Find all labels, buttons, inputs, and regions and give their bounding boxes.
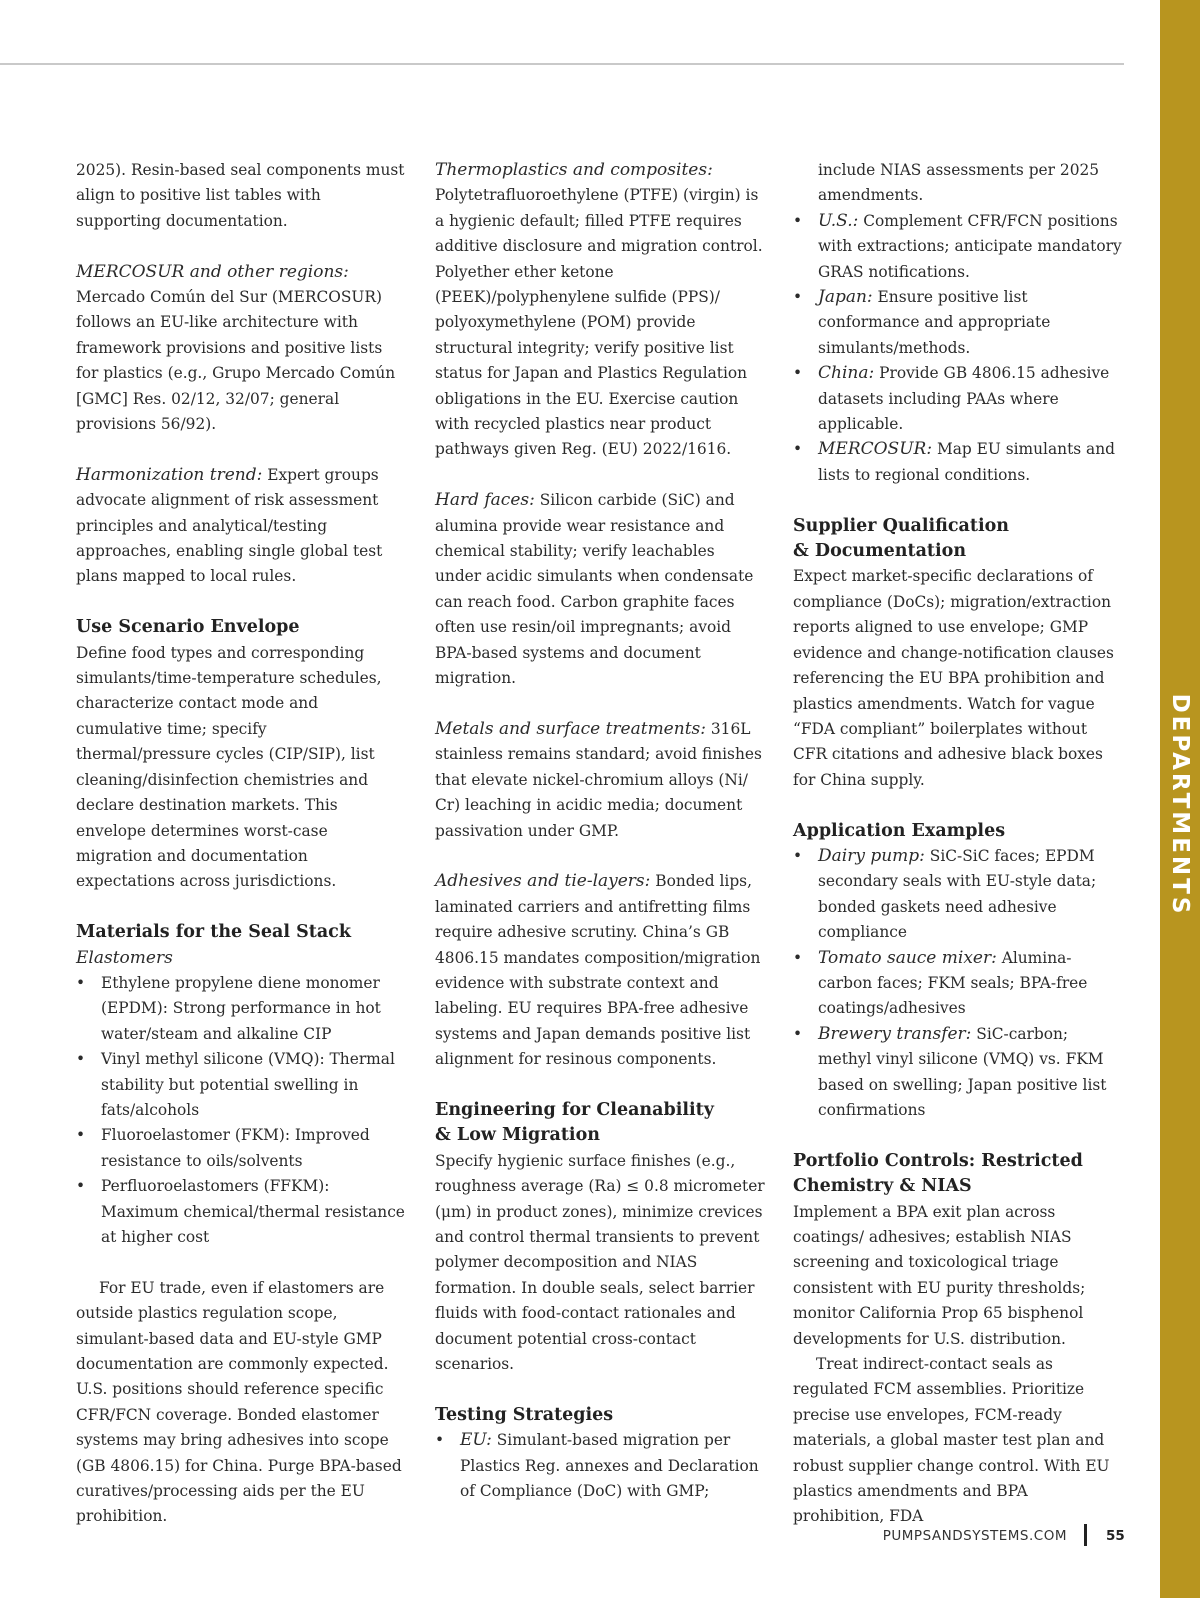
footer-site: PUMPSANDSYSTEMS.COM (882, 1528, 1067, 1544)
heading-engineering (435, 1098, 765, 1149)
list-item (793, 285, 1123, 361)
list-item (793, 361, 1123, 437)
lead-thermoplastics: Thermoplastics and composites: (435, 160, 713, 180)
applications-list (793, 844, 1123, 1123)
testing-continuation: include NIAS assessments per 2025 amendments. (818, 161, 1100, 205)
list-item: • Perfluoroelastomers (FFKM): Maximum chemical/thermal resistance at higher cost (76, 1174, 406, 1250)
section-tab-label: DEPARTMENTS (1167, 693, 1193, 917)
heading-use-scenario: Use Scenario Envelope (76, 617, 300, 638)
heading-supplier-line2: & Documentation (793, 541, 967, 562)
lead-mercosur: MERCOSUR and other regions: (76, 261, 349, 282)
lead-us: U.S.: (818, 210, 859, 231)
section-tab (1160, 0, 1200, 1598)
list-item: • Vinyl methyl silicone (VMQ): Thermal stability but potential swelling in fats/alcohols (76, 1047, 406, 1123)
paragraph-portfolio: Implement a BPA exit plan across coatings/ adhesives; establish NIAS screening and toxicological triage consistent with EU purity thresholds; monitor California Prop 65 bisphenol developments for U.S. distribution. (793, 1202, 1086, 1348)
heading-engineering-line2: & Low Migration (435, 1125, 600, 1146)
paragraph-resin-alignment: 2025). Resin-based seal components must align to positive list tables with supporting documentation. (76, 161, 405, 230)
text-tomato: Alumina-carbon faces; FKM seals; BPA-free coatings/adhesives (818, 948, 1088, 1018)
text-adhesives: Bonded lips, laminated carriers and antifretting films require adhesive scrutiny. China’s GB 4806.15 mandates composition/migration evidence with substrate context and labeling. EU requires BPA-free adhesive systems and Japan demands positive list alignment for resinous components. (435, 872, 761, 1069)
text-eu: Simulant-based migration per Plastics Reg. annexes and Declaration of Compliance (DoC) with GMP; (460, 1431, 759, 1501)
list-item (793, 1022, 1123, 1124)
text-us: Complement CFR/FCN positions with extractions; anticipate mandatory GRAS notifications. (818, 211, 1122, 281)
text-metals: 316L stainless remains standard; avoid finishes that elevate nickel-chromium alloys (Ni/ Cr) leaching in acidic media; document passivation under GMP. (435, 719, 762, 840)
paragraph-mercosur (76, 260, 406, 438)
heading-engineering-line1: Engineering for Cleanability (435, 1099, 714, 1120)
heading-portfolio-line2: Chemistry & NIAS (793, 1176, 972, 1197)
text-brewery: SiC-carbon; methyl vinyl silicone (VMQ) vs. FKM based on swelling; Japan positive list confirmations (818, 1024, 1107, 1119)
lead-mercosur-testing: MERCOSUR: (818, 439, 933, 460)
paragraph-adhesives (435, 869, 765, 1072)
list-item (793, 844, 1123, 946)
subheading-elastomers: Elastomers (76, 947, 173, 968)
paragraph-eu-trade: For EU trade, even if elastomers are outside plastics regulation scope, simulant-based data and EU-style GMP documentation are commonly expected. U.S. positions should reference specific CFR/FCN coverage. Bonded elastomer systems may bring adhesives into scope (GB 4806.15) for China. Purge BPA-based curatives/processing aids per the EU prohibition. (76, 1278, 402, 1526)
list-item (793, 946, 1123, 1022)
column-1 (76, 158, 406, 1530)
lead-harmonization: Harmonization trend: (76, 464, 263, 485)
heading-testing: Testing Strategies (435, 1404, 614, 1425)
text-mercosur: Mercado Común del Sur (MERCOSUR) follows an EU-like architecture with framework provisions and positive lists for plastics (e.g., Grupo Mercado Común [GMC] Res. 02/12, 32/07; general provisions 56/92). (76, 288, 396, 434)
list-item (793, 209, 1123, 285)
lead-hard-faces: Hard faces: (435, 490, 535, 511)
lead-tomato: Tomato sauce mixer: (818, 947, 997, 968)
text-japan: Ensure positive list conformance and appropriate simulants/methods. (818, 288, 1051, 357)
heading-materials: Materials for the Seal Stack (76, 922, 351, 943)
lead-china: China: (818, 363, 875, 384)
column-2 (435, 158, 765, 1504)
heading-portfolio-line1: Portfolio Controls: Restricted (793, 1150, 1083, 1171)
list-item: • Fluoroelastomer (FKM): Improved resistance to oils/solvents (76, 1123, 406, 1174)
text-mercosur-testing: Map EU simulants and lists to regional conditions. (818, 440, 1115, 484)
lead-metals: Metals and surface treatments: (435, 718, 706, 739)
paragraph-metals (435, 717, 765, 844)
elastomer-list (76, 971, 406, 1250)
page-number: 55 (1106, 1528, 1125, 1544)
text-dairy: SiC-SiC faces; EPDM secondary seals with EU-style data; bonded gaskets need adhesive compliance (818, 846, 1097, 942)
testing-list-continued (793, 209, 1123, 488)
paragraph-closing: Treat indirect-contact seals as regulated FCM assemblies. Prioritize precise use envelopes, FCM-ready materials, a global master test plan and robust supplier change control. With EU plastics amendments and BPA prohibition, FDA (793, 1355, 1110, 1526)
list-item (793, 437, 1123, 488)
list-item (435, 1428, 765, 1504)
footer-divider (1084, 1524, 1087, 1546)
paragraph-supplier: Expect market-specific declarations of compliance (DoCs); migration/extraction reports aligned to use envelope; GMP evidence and change-notification clauses referencing the EU BPA prohibition and plastics amendments. Watch for vague “FDA compliant” boilerplates without CFR citations and adhesive black boxes for China supply. (793, 567, 1114, 789)
lead-dairy: Dairy pump: (818, 845, 925, 866)
lead-japan: Japan: (818, 287, 873, 308)
heading-portfolio (793, 1149, 1123, 1200)
lead-brewery: Brewery transfer: (818, 1023, 972, 1044)
list-item: • Ethylene propylene diene monomer (EPDM): Strong performance in hot water/steam and alkaline CIP (76, 971, 406, 1047)
text-china: Provide GB 4806.15 adhesive datasets including PAAs where applicable. (818, 364, 1110, 434)
header-rule (0, 63, 1124, 65)
paragraph-engineering: Specify hygienic surface finishes (e.g., roughness average (Ra) ≤ 0.8 micrometer (μm) in product zones), minimize crevices and control thermal transients to prevent polymer decomposition and NIAS formation. In double seals, select barrier fluids with food-contact rationales and document potential cross-contact scenarios. (435, 1151, 765, 1374)
column-3 (793, 158, 1123, 1530)
heading-supplier (793, 514, 1123, 565)
lead-adhesives: Adhesives and tie-layers: (435, 871, 651, 892)
heading-supplier-line1: Supplier Qualification (793, 515, 1010, 536)
lead-eu: EU: (460, 1430, 492, 1451)
paragraph-harmonization (76, 463, 406, 590)
paragraph-thermoplastics: Polytetrafluoroethylene (PTFE) (virgin) is a hygienic default; filled PTFE requires additive disclosure and migration control. Polyether ether ketone (PEEK)/polyphenylene sulfide (PPS)/ polyoxymethylene (POM) provide structural integrity; verify positive list status for Japan and Plastics Regulation obligations in the EU. Exercise caution with recycled plastics near product pathways given Reg. (EU) 2022/1616. (435, 186, 763, 459)
paragraph-hard-faces (435, 488, 765, 691)
heading-applications: Application Examples (793, 820, 1006, 841)
text-hard-faces: Silicon carbide (SiC) and alumina provide wear resistance and chemical stability; verify leachables under acidic simulants when condensate can reach food. Carbon graphite faces often use resin/oil impregnants; avoid BPA-based systems and document migration. (435, 491, 754, 688)
text-harmonization: Expert groups advocate alignment of risk assessment principles and analytical/testing approaches, enabling single global test plans mapped to local rules. (76, 465, 383, 586)
testing-list (435, 1428, 765, 1504)
paragraph-use-scenario: Define food types and corresponding simulants/time-temperature schedules, characterize contact mode and cumulative time; specify thermal/pressure cycles (CIP/SIP), list cleaning/disinfection chemistries and declare destination markets. This envelope determines worst-case migration and documentation expectations across jurisdictions. (76, 643, 382, 891)
